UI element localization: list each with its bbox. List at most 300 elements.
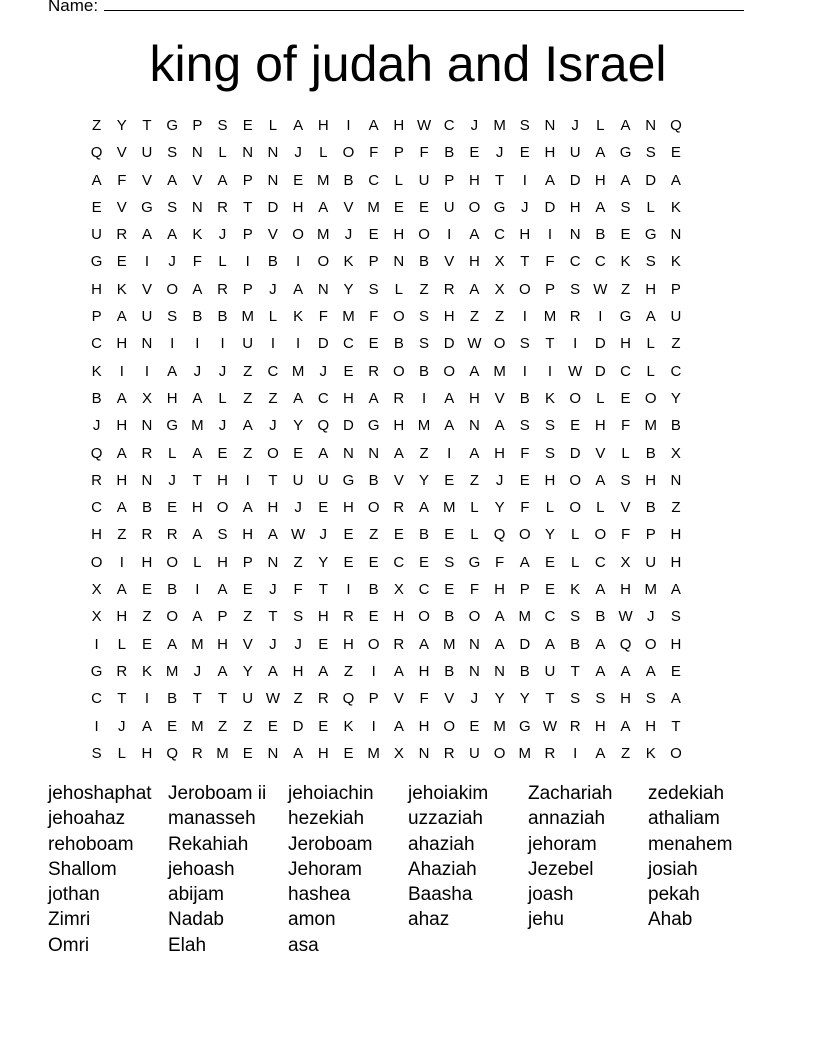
grid-letter: Y	[494, 690, 505, 708]
grid-letter: A	[393, 717, 404, 735]
grid-letter: A	[645, 662, 656, 680]
grid-letter: I	[547, 362, 553, 380]
grid-letter: E	[620, 389, 631, 407]
grid-letter: W	[291, 526, 306, 544]
grid-letter: S	[519, 117, 530, 134]
grid-letter: N	[393, 253, 405, 271]
grid-letter: E	[167, 717, 178, 735]
grid-letter: U	[670, 308, 682, 326]
grid-letter: A	[595, 581, 606, 599]
grid-letter: F	[520, 499, 530, 517]
grid-letter: B	[444, 662, 455, 680]
grid-letter: A	[670, 690, 681, 708]
grid-letter: H	[519, 226, 531, 244]
grid-letter: S	[217, 526, 228, 544]
grid-letter: H	[468, 171, 480, 189]
word-list-item: jehoiachin	[288, 783, 374, 804]
grid-letter: R	[569, 308, 581, 326]
grid-letter: V	[116, 144, 127, 162]
grid-letter: V	[620, 499, 631, 517]
grid-letter: I	[170, 335, 175, 353]
grid-letter: I	[119, 553, 124, 571]
word-list-item: Ahab	[648, 909, 693, 931]
grid-letter: A	[595, 198, 606, 216]
word-list-item: Jeroboam	[288, 833, 373, 855]
grid-letter: K	[544, 389, 555, 407]
grid-letter: I	[144, 253, 150, 271]
grid-letter: L	[268, 117, 278, 134]
grid-letter: M	[644, 417, 657, 435]
grid-letter: J	[495, 144, 504, 162]
grid-letter: X	[620, 553, 631, 571]
grid-letter: N	[494, 662, 506, 680]
grid-letter: A	[167, 362, 178, 380]
grid-letter: E	[318, 717, 329, 735]
word-list-item: amon	[288, 909, 336, 931]
grid-letter: B	[645, 444, 656, 462]
grid-letter: A	[620, 171, 631, 189]
grid-letter: O	[166, 553, 178, 571]
grid-letter: I	[573, 335, 578, 353]
grid-letter: O	[216, 499, 229, 517]
grid-letter: M	[493, 362, 506, 380]
grid-letter: S	[293, 608, 304, 626]
grid-letter: A	[267, 662, 278, 680]
grid-letter: J	[319, 362, 328, 380]
grid-letter: V	[494, 389, 505, 407]
grid-letter: I	[296, 253, 301, 271]
grid-letter: C	[343, 335, 354, 353]
grid-letter: A	[293, 389, 304, 407]
word-list-item: ahaziah	[408, 833, 475, 855]
grid-letter: A	[444, 417, 455, 435]
grid-letter: M	[543, 308, 557, 326]
grid-letter: N	[141, 335, 153, 353]
grid-letter: O	[670, 744, 682, 762]
grid-letter: N	[670, 471, 682, 489]
grid-letter: E	[544, 581, 555, 599]
grid-letter: A	[595, 144, 606, 162]
grid-letter: E	[519, 144, 530, 162]
grid-letter: P	[242, 553, 253, 571]
grid-letter: U	[645, 553, 657, 571]
word-list-item: joash	[528, 884, 574, 906]
grid-letter: L	[268, 308, 278, 326]
grid-letter: T	[495, 171, 505, 189]
grid-letter: N	[418, 744, 430, 762]
grid-letter: J	[269, 417, 277, 435]
grid-letter: A	[419, 499, 430, 517]
grid-letter: G	[493, 198, 506, 216]
grid-letter: A	[267, 526, 278, 544]
grid-letter: D	[317, 335, 329, 353]
grid-letter: B	[444, 144, 455, 162]
grid-letter: F	[369, 308, 379, 326]
grid-letter: M	[191, 417, 204, 435]
word-list-item: Jezebel	[528, 858, 594, 880]
grid-letter: O	[493, 744, 506, 762]
grid-letter: O	[292, 226, 304, 244]
grid-letter: N	[191, 198, 203, 216]
grid-letter: I	[296, 335, 301, 353]
grid-letter: D	[594, 362, 606, 380]
grid-letter: N	[468, 417, 480, 435]
grid-letter: M	[165, 662, 179, 680]
grid-letter: K	[293, 308, 304, 326]
grid-letter: H	[317, 117, 329, 134]
grid-letter: T	[192, 690, 202, 708]
grid-letter: I	[144, 362, 150, 380]
grid-letter: C	[494, 226, 506, 244]
grid-letter: B	[167, 690, 178, 708]
grid-row	[84, 303, 689, 330]
grid-letter: H	[292, 198, 304, 216]
grid-letter: Z	[419, 444, 429, 462]
grid-letter: C	[267, 362, 279, 380]
grid-letter: W	[265, 690, 280, 708]
grid-letter: H	[645, 280, 657, 298]
grid-letter: A	[141, 717, 152, 735]
grid-letter: H	[494, 581, 506, 599]
grid-letter: E	[368, 226, 379, 244]
grid-row	[84, 603, 689, 630]
grid-letter: N	[544, 117, 556, 134]
grid-letter: U	[292, 471, 304, 489]
grid-letter: O	[342, 144, 355, 162]
grid-letter: H	[217, 553, 228, 571]
grid-letter: I	[220, 335, 225, 353]
grid-row	[84, 167, 689, 194]
grid-letter: O	[90, 553, 103, 571]
word-list-item: uzzaziah	[408, 808, 483, 830]
grid-letter: S	[570, 690, 581, 708]
grid-letter: I	[346, 581, 351, 599]
grid-letter: O	[468, 608, 481, 626]
grid-letter: A	[116, 581, 127, 599]
grid-letter: Q	[493, 526, 506, 544]
grid-letter: I	[522, 362, 527, 380]
grid-letter: C	[91, 335, 103, 353]
grid-row	[84, 112, 689, 139]
grid-letter: J	[269, 635, 277, 653]
grid-letter: S	[91, 744, 102, 762]
grid-letter: K	[91, 362, 102, 380]
grid-letter: B	[419, 253, 430, 271]
grid-letter: M	[291, 362, 305, 380]
grid-letter: F	[117, 171, 127, 189]
grid-letter: E	[444, 471, 455, 489]
grid-row	[84, 685, 689, 712]
grid-letter: R	[191, 744, 203, 762]
grid-letter: Y	[494, 499, 505, 517]
grid-letter: E	[343, 553, 354, 571]
grid-letter: V	[444, 253, 455, 271]
grid-letter: M	[644, 581, 657, 599]
grid-letter: O	[317, 253, 330, 271]
word-list-item: Nadab	[168, 909, 224, 931]
grid-letter: V	[141, 280, 152, 298]
grid-letter: A	[595, 744, 606, 762]
grid-letter: L	[319, 144, 328, 162]
grid-letter: B	[141, 499, 152, 517]
grid-letter: I	[94, 635, 99, 653]
grid-letter: R	[116, 226, 128, 244]
grid-letter: H	[645, 717, 657, 735]
grid-letter: E	[267, 717, 278, 735]
grid-letter: H	[594, 171, 606, 189]
grid-letter: N	[191, 144, 203, 162]
grid-letter: H	[620, 335, 631, 353]
grid-letter: G	[90, 253, 103, 271]
grid-letter: N	[468, 662, 480, 680]
grid-letter: E	[141, 581, 152, 599]
grid-letter: L	[117, 635, 126, 653]
grid-letter: Y	[519, 690, 530, 708]
grid-letter: D	[267, 198, 279, 216]
grid-letter: H	[141, 744, 153, 762]
grid-letter: Z	[243, 444, 253, 462]
grid-letter: A	[217, 171, 228, 189]
grid-letter: A	[167, 171, 178, 189]
word-list-item: rehoboam	[48, 833, 134, 855]
grid-letter: A	[192, 444, 203, 462]
grid-letter: J	[118, 717, 126, 735]
grid-letter: S	[368, 280, 379, 298]
grid-letter: Z	[293, 553, 303, 571]
grid-letter: J	[168, 471, 176, 489]
grid-letter: I	[598, 308, 603, 326]
name-underline	[104, 0, 744, 11]
grid-letter: E	[544, 553, 555, 571]
grid-letter: U	[317, 471, 329, 489]
grid-letter: J	[218, 417, 227, 435]
grid-letter: E	[217, 444, 228, 462]
grid-letter: Y	[242, 662, 253, 680]
grid-letter: J	[193, 662, 202, 680]
grid-letter: E	[368, 335, 379, 353]
grid-letter: C	[670, 362, 682, 380]
grid-letter: H	[468, 389, 480, 407]
grid-letter: F	[495, 553, 505, 571]
grid-letter: H	[544, 144, 556, 162]
grid-letter: B	[595, 226, 606, 244]
grid-letter: L	[167, 444, 177, 462]
grid-letter: E	[343, 744, 354, 762]
grid-letter: L	[218, 389, 227, 407]
grid-letter: H	[418, 662, 430, 680]
grid-letter: T	[520, 253, 530, 271]
grid-row	[84, 576, 689, 603]
grid-letter: B	[419, 526, 430, 544]
grid-letter: Z	[419, 280, 429, 298]
grid-letter: P	[242, 171, 253, 189]
grid-letter: E	[318, 635, 329, 653]
grid-letter: H	[594, 717, 606, 735]
grid-row	[84, 248, 689, 275]
grid-letter: E	[293, 444, 304, 462]
grid-letter: S	[167, 308, 178, 326]
grid-letter: H	[317, 608, 329, 626]
grid-letter: L	[621, 444, 630, 462]
grid-letter: T	[192, 471, 202, 489]
grid-letter: C	[594, 253, 606, 271]
grid-letter: Y	[318, 553, 329, 571]
grid-letter: B	[570, 635, 581, 653]
grid-letter: O	[267, 444, 279, 462]
grid-letter: H	[343, 499, 354, 517]
grid-letter: E	[141, 635, 152, 653]
grid-row	[84, 358, 689, 385]
grid-letter: Z	[117, 526, 127, 544]
grid-letter: A	[192, 608, 203, 626]
grid-letter: J	[269, 280, 277, 298]
grid-letter: S	[570, 280, 581, 298]
grid-letter: X	[670, 444, 681, 462]
grid-letter: Z	[217, 717, 228, 735]
word-list-item: jothan	[48, 884, 100, 906]
grid-row	[84, 521, 689, 548]
grid-letter: G	[166, 117, 178, 134]
grid-letter: C	[393, 553, 405, 571]
grid-letter: O	[493, 335, 506, 353]
grid-letter: H	[317, 744, 329, 762]
grid-letter: R	[141, 526, 153, 544]
grid-letter: T	[318, 581, 328, 599]
word-list-item: hezekiah	[288, 808, 365, 830]
grid-letter: E	[444, 581, 455, 599]
grid-letter: A	[318, 662, 329, 680]
grid-letter: U	[418, 171, 430, 189]
grid-letter: I	[245, 471, 250, 489]
grid-letter: A	[469, 226, 480, 244]
grid-letter: H	[343, 635, 354, 653]
grid-letter: E	[368, 553, 379, 571]
grid-letter: J	[521, 198, 529, 216]
grid-letter: Q	[619, 635, 632, 653]
grid-letter: N	[670, 226, 682, 244]
grid-letter: Z	[671, 499, 681, 517]
grid-row	[84, 494, 689, 521]
word-list-item: Jehoram	[288, 858, 362, 880]
grid-letter: H	[620, 581, 631, 599]
grid-letter: U	[544, 662, 556, 680]
grid-letter: A	[192, 526, 203, 544]
grid-letter: Q	[317, 417, 330, 435]
grid-letter: J	[294, 635, 302, 653]
grid-letter: H	[670, 526, 682, 544]
word-list-item: josiah	[648, 858, 698, 880]
grid-letter: A	[293, 744, 304, 762]
grid-letter: H	[393, 608, 405, 626]
grid-letter: K	[620, 253, 631, 271]
grid-letter: Y	[670, 389, 681, 407]
grid-letter: A	[595, 635, 606, 653]
grid-letter: D	[645, 171, 657, 189]
grid-letter: L	[596, 499, 605, 517]
grid-letter: P	[91, 308, 102, 326]
grid-letter: T	[243, 198, 253, 216]
grid-letter: A	[192, 389, 203, 407]
word-list-item: asa	[288, 934, 319, 956]
grid-letter: D	[569, 444, 581, 462]
grid-letter: A	[620, 117, 631, 134]
grid-letter: N	[141, 471, 153, 489]
grid-letter: S	[217, 117, 228, 134]
grid-letter: E	[419, 198, 430, 216]
grid-letter: T	[545, 690, 555, 708]
grid-letter: E	[242, 581, 253, 599]
grid-letter: S	[570, 608, 581, 626]
grid-letter: I	[195, 335, 200, 353]
grid-letter: A	[393, 444, 404, 462]
grid-letter: A	[494, 608, 505, 626]
grid-letter: O	[569, 471, 581, 489]
grid-letter: H	[343, 389, 354, 407]
page-title: king of judah and Israel	[149, 36, 667, 92]
grid-letter: A	[620, 717, 631, 735]
grid-letter: O	[518, 280, 531, 298]
grid-letter: B	[670, 417, 681, 435]
grid-letter: F	[620, 417, 631, 435]
grid-letter: H	[292, 662, 304, 680]
grid-letter: M	[191, 717, 204, 735]
grid-letter: A	[620, 662, 631, 680]
grid-letter: L	[117, 744, 126, 762]
grid-letter: V	[192, 171, 203, 189]
grid-letter: J	[495, 471, 504, 489]
grid-letter: I	[547, 226, 553, 244]
grid-letter: A	[141, 226, 152, 244]
grid-letter: A	[318, 198, 329, 216]
grid-letter: M	[417, 417, 431, 435]
grid-letter: C	[544, 608, 556, 626]
grid-letter: A	[393, 662, 404, 680]
grid-letter: Q	[670, 117, 682, 134]
grid-letter: E	[519, 471, 530, 489]
grid-letter: O	[166, 608, 178, 626]
grid-letter: A	[519, 553, 530, 571]
grid-row	[84, 221, 689, 248]
grid-letter: W	[467, 335, 482, 353]
grid-letter: M	[367, 744, 380, 762]
grid-letter: I	[421, 389, 427, 407]
grid-letter: A	[544, 171, 555, 189]
grid-letter: H	[116, 335, 128, 353]
grid-letter: P	[242, 226, 253, 244]
grid-letter: S	[519, 335, 530, 353]
grid-letter: F	[469, 581, 479, 599]
grid-letter: E	[368, 608, 379, 626]
grid-letter: I	[195, 581, 200, 599]
grid-letter: G	[619, 308, 632, 326]
grid-letter: V	[444, 690, 455, 708]
grid-letter: P	[544, 280, 555, 298]
grid-letter: N	[267, 171, 279, 189]
grid-letter: Z	[293, 690, 303, 708]
grid-letter: A	[595, 662, 606, 680]
word-list-item: athaliam	[648, 808, 720, 830]
grid-letter: L	[646, 335, 655, 353]
word-list	[48, 781, 768, 958]
grid-letter: M	[442, 499, 456, 517]
grid-letter: V	[116, 198, 127, 216]
grid-letter: Z	[369, 526, 379, 544]
grid-letter: V	[393, 471, 404, 489]
grid-letter: G	[90, 662, 103, 680]
grid-letter: E	[670, 662, 681, 680]
grid-letter: L	[218, 253, 227, 271]
grid-letter: O	[569, 389, 581, 407]
